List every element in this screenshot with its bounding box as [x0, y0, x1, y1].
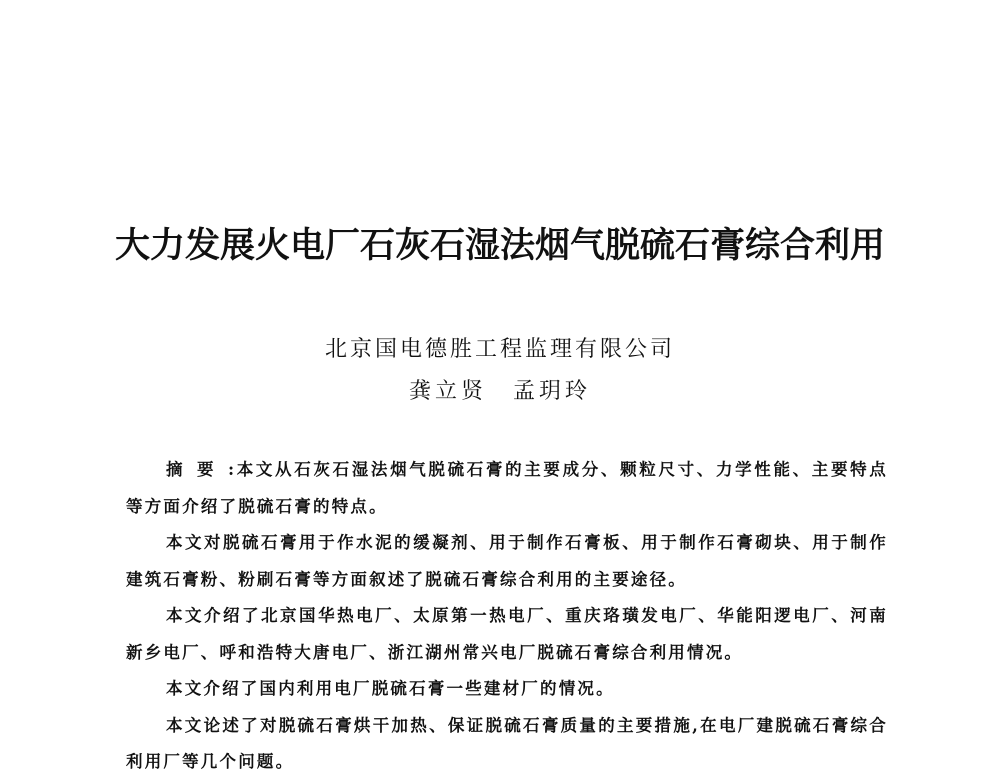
- abstract-text: 本文从石灰石湿法烟气脱硫石膏的主要成分、颗粒尺寸、力学性能、主要特点等方面介绍了脱硫石膏的特点。: [126, 460, 889, 516]
- abstract-paragraph: 本文介绍了国内利用电厂脱硫石膏一些建材厂的情况。: [166, 679, 615, 698]
- abstract-paragraph: [126, 452, 888, 525]
- abstract-paragraph: 本文介绍了北京国华热电厂、太原第一热电厂、重庆珞璜发电厂、华能阳逻电厂、河南新乡电厂、呼和浩特大唐电厂、浙江湖州常兴电厂脱硫石膏综合利用情况。: [126, 606, 888, 662]
- author-list: [0, 377, 1000, 407]
- abstract: [126, 452, 888, 781]
- abstract-colon: :: [227, 460, 237, 479]
- abstract-paragraph: 本文对脱硫石膏用于作水泥的缓凝剂、用于制作石膏板、用于制作石膏砌块、用于制作建筑石膏粉、粉刷石膏等方面叙述了脱硫石膏综合利用的主要途径。: [126, 533, 888, 589]
- abstract-paragraph: 本文论述了对脱硫石膏烘干加热、保证脱硫石膏质量的主要措施,在电厂建脱硫石膏综合利用厂等几个问题。: [126, 715, 888, 771]
- affiliation: 北京国电德胜工程监理有限公司: [324, 337, 675, 362]
- paper-title: 大力发展火电厂石灰石湿法烟气脱硫石膏综合利用: [114, 225, 885, 266]
- author-name: 孟玥玲: [513, 379, 592, 404]
- author-name: 龚立贤: [408, 379, 487, 404]
- abstract-label: 摘要: [166, 460, 228, 479]
